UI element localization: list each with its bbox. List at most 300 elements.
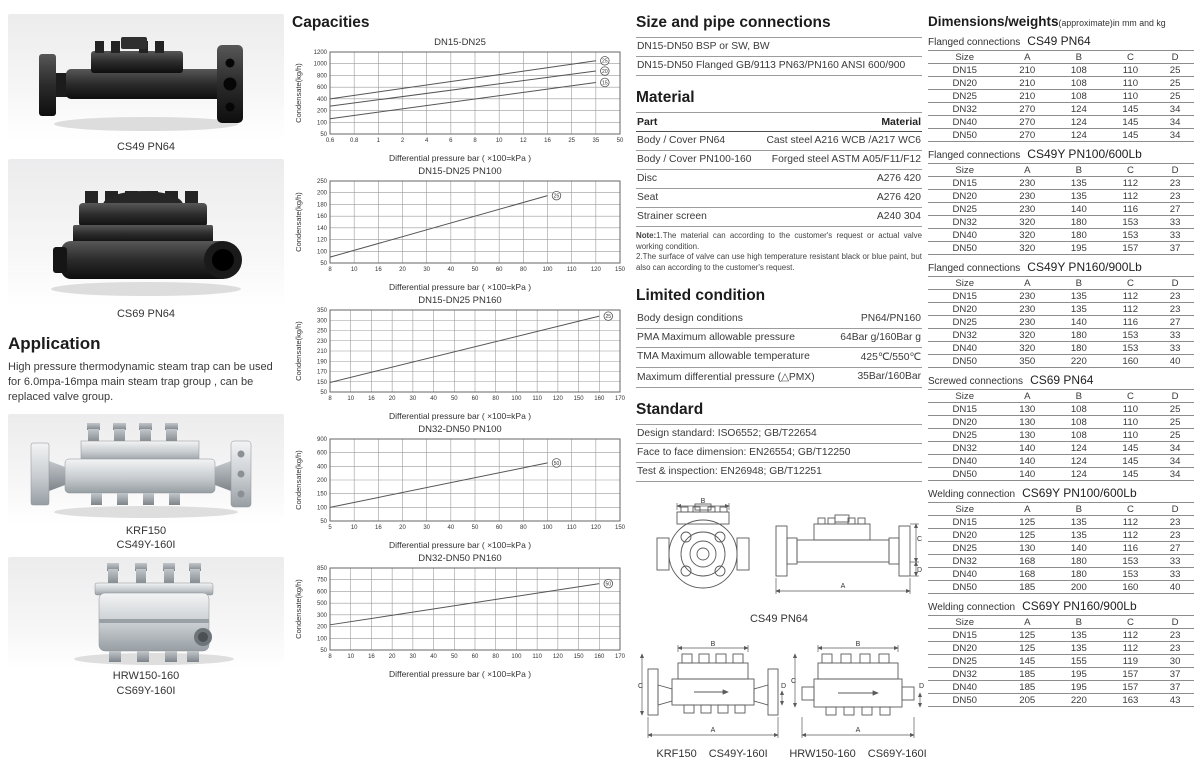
table-row (928, 455, 1194, 468)
series-line (330, 316, 599, 382)
table-cell: 110 (1105, 403, 1157, 416)
table-cell: 140 (1002, 442, 1054, 455)
svg-text:20: 20 (602, 68, 608, 75)
svg-text:15: 15 (602, 80, 608, 87)
dimensions-title-units: in mm and kg (1112, 18, 1166, 28)
dim-letter-a: A (710, 726, 716, 734)
table-cell: 30 (1156, 655, 1194, 668)
table-cell: 195 (1053, 242, 1105, 255)
dim-letter-d: D (781, 682, 787, 690)
svg-text:180: 180 (316, 202, 327, 209)
product-label-line2: CS69Y-160I (116, 684, 176, 697)
svg-text:20: 20 (388, 396, 396, 402)
table-row (928, 203, 1194, 216)
table-cell: 27 (1156, 316, 1194, 329)
column-header: A (1002, 616, 1054, 629)
table-cell: 270 (1002, 116, 1054, 129)
column-header: C (1105, 503, 1157, 516)
technical-drawing-krf150 (636, 639, 788, 741)
svg-text:10: 10 (495, 138, 503, 144)
chart-tick-labels (317, 308, 626, 402)
table-cell: DN20 (928, 529, 1002, 542)
table-cell: 34 (1156, 129, 1194, 142)
table-cell: 145 (1105, 129, 1157, 142)
table-cell: 185 (1002, 668, 1054, 681)
limited-row (636, 367, 922, 388)
table-cell: 205 (1002, 694, 1054, 707)
svg-text:50: 50 (616, 138, 624, 144)
svg-text:16: 16 (544, 138, 551, 144)
svg-text:8: 8 (328, 267, 332, 273)
table-cell: 140 (1002, 468, 1054, 481)
svg-text:10: 10 (347, 654, 355, 660)
drawing-label-hrw150 (788, 748, 928, 760)
specs-column (636, 14, 927, 760)
table-cell: 160 (1105, 581, 1157, 594)
svg-text:20: 20 (399, 267, 406, 273)
svg-text:50: 50 (553, 460, 560, 467)
column-header: B (1053, 390, 1105, 403)
material-title: Material (636, 89, 695, 106)
table-cell: 110 (1105, 416, 1157, 429)
table-row (928, 129, 1194, 142)
limited-title: Limited condition (636, 286, 766, 304)
table-cell: 130 (1002, 416, 1054, 429)
series-end-marker (604, 312, 613, 321)
series-end-marker (601, 56, 610, 65)
svg-text:800: 800 (316, 73, 327, 80)
table-cell: 230 (1002, 290, 1054, 303)
column-header: C (1105, 277, 1157, 290)
svg-text:16: 16 (368, 396, 375, 402)
svg-text:2: 2 (400, 138, 405, 144)
svg-text:50: 50 (450, 396, 458, 402)
table-cell: 270 (1002, 129, 1054, 142)
svg-text:80: 80 (492, 654, 500, 660)
column-header: B (1053, 503, 1105, 516)
column-header: C (1105, 390, 1157, 403)
chart-title: DN32-DN50 PN160 (418, 553, 502, 564)
table-cell: 34 (1156, 442, 1194, 455)
table-cell: DN25 (928, 429, 1002, 442)
table-header-row (928, 277, 1194, 290)
table-row (928, 64, 1194, 77)
svg-text:160: 160 (594, 654, 605, 660)
technical-drawing-krf150-block (636, 639, 788, 760)
dimension-lines (642, 645, 782, 738)
table-header-row (928, 51, 1194, 64)
column-header: D (1156, 503, 1194, 516)
product-label: CS69 PN64 (116, 307, 176, 320)
dimensions-tables (928, 34, 1194, 707)
product-label: CS49 PN64 (116, 141, 176, 153)
product-label-line2: CS49Y-160I (116, 539, 176, 552)
chart-ylabel: Condensate(kg/h) (294, 321, 303, 381)
table-row (928, 442, 1194, 455)
table-row (928, 403, 1194, 416)
dimension-table-caption (928, 373, 1194, 387)
dimensions-table (928, 502, 1194, 594)
svg-text:40: 40 (447, 267, 455, 273)
table-cell: 130 (1002, 403, 1054, 416)
standard-title: Standard (636, 400, 704, 418)
svg-text:12: 12 (519, 138, 527, 144)
column-header: B (1053, 616, 1105, 629)
table-cell: DN40 (928, 116, 1002, 129)
table-cell: 320 (1002, 216, 1054, 229)
material-rows (636, 132, 922, 227)
table-cell: DN40 (928, 681, 1002, 694)
table-row (928, 342, 1194, 355)
chart-plot (292, 177, 628, 279)
table-cell: 112 (1105, 303, 1157, 316)
column-header: B (1053, 51, 1105, 64)
svg-text:8: 8 (328, 396, 332, 402)
svg-text:120: 120 (316, 237, 327, 244)
table-cell: 230 (1002, 190, 1054, 203)
svg-text:8: 8 (328, 654, 332, 660)
table-row (928, 177, 1194, 190)
model-label: CS69 PN64 (1030, 373, 1094, 387)
svg-text:120: 120 (590, 525, 601, 531)
table-cell: DN15 (928, 290, 1002, 303)
dimension-table-block (928, 147, 1194, 255)
valve-photo-flanged-dark-icon (21, 18, 271, 136)
table-cell: 140 (1053, 203, 1105, 216)
chart-plot (292, 48, 628, 150)
svg-text:8: 8 (473, 138, 477, 144)
table-cell: DN32 (928, 329, 1002, 342)
table-cell: 145 (1105, 442, 1157, 455)
drawing-lines (802, 654, 914, 715)
dimensions-table (928, 389, 1194, 481)
table-cell: DN20 (928, 303, 1002, 316)
svg-text:200: 200 (316, 190, 327, 197)
table-cell: 110 (1105, 64, 1157, 77)
table-cell: 220 (1053, 694, 1105, 707)
table-cell: 157 (1105, 668, 1157, 681)
technical-drawing-hrw150 (788, 639, 928, 741)
material-value: Cast steel A216 WCB /A217 WC6 (766, 135, 921, 146)
table-cell: 116 (1105, 316, 1157, 329)
table-cell: 210 (1002, 64, 1054, 77)
product-photo-cs49-pn64 (8, 14, 284, 140)
column-header: Size (928, 390, 1002, 403)
dim-letter-b: B (855, 640, 861, 648)
dim-letter-c: C (638, 682, 644, 690)
svg-text:80: 80 (519, 267, 527, 273)
svg-text:250: 250 (316, 328, 327, 335)
table-cell: 168 (1002, 568, 1054, 581)
column-header: B (1053, 277, 1105, 290)
drawing-label-krf150 (636, 748, 788, 760)
chart-xlabel: Differential pressure bar ( ×100=kPa ) (388, 153, 532, 163)
material-value: Forged steel ASTM A05/F11/F12 (771, 154, 921, 165)
svg-text:1200: 1200 (313, 50, 327, 56)
table-cell: 130 (1002, 429, 1054, 442)
table-cell: DN15 (928, 629, 1002, 642)
table-row (928, 516, 1194, 529)
table-cell: 108 (1053, 90, 1105, 103)
svg-text:100: 100 (316, 505, 327, 512)
standard-row: Design standard: ISO6552; GB/T22654 (636, 424, 922, 443)
table-header-row (928, 390, 1194, 403)
dim-letter-c: C (791, 677, 797, 685)
table-row (928, 316, 1194, 329)
material-header-material: Material (881, 116, 921, 128)
svg-text:750: 750 (316, 577, 327, 584)
svg-text:60: 60 (495, 525, 503, 531)
material-value: A240 304 (876, 211, 921, 222)
capacity-chart (292, 37, 628, 163)
table-row (928, 542, 1194, 555)
table-cell: 230 (1002, 316, 1054, 329)
material-row (636, 207, 922, 227)
table-cell: 110 (1105, 77, 1157, 90)
table-cell: DN50 (928, 581, 1002, 594)
svg-text:200: 200 (316, 624, 327, 631)
table-cell: 40 (1156, 355, 1194, 368)
svg-text:100: 100 (316, 120, 327, 127)
table-row (928, 694, 1194, 707)
connection-type-label: Welding connection (928, 489, 1016, 500)
dimensions-table (928, 276, 1194, 368)
table-cell: 153 (1105, 216, 1157, 229)
chart-plot (292, 435, 628, 537)
connection-type-label: Flanged connections (928, 263, 1021, 274)
series-line (330, 61, 596, 99)
table-cell: 25 (1156, 90, 1194, 103)
drawing-label-krf150-name: KRF150 (656, 747, 697, 760)
table-cell: DN20 (928, 416, 1002, 429)
series-line (330, 463, 548, 507)
series-end-marker (552, 191, 561, 200)
table-row (928, 416, 1194, 429)
svg-text:10: 10 (347, 396, 355, 402)
dimensions-title-main: Dimensions/weights (928, 14, 1059, 29)
table-cell: 230 (1002, 177, 1054, 190)
table-row (928, 568, 1194, 581)
dimension-lines (677, 503, 919, 594)
drawing-label-krf150-model: CS49Y-160I (708, 747, 768, 760)
table-cell: 320 (1002, 229, 1054, 242)
column-header: A (1002, 164, 1054, 177)
limited-row (636, 328, 922, 347)
table-cell: 210 (1002, 77, 1054, 90)
table-cell: 140 (1053, 542, 1105, 555)
material-row (636, 150, 922, 169)
dimension-table-caption (928, 486, 1194, 500)
table-cell: DN25 (928, 316, 1002, 329)
svg-text:120: 120 (590, 267, 601, 273)
drawing-label-hrw150-model: CS69Y-160I (867, 747, 927, 760)
table-row (928, 681, 1194, 694)
table-header-row (928, 616, 1194, 629)
column-header: D (1156, 277, 1194, 290)
capacity-chart (292, 553, 628, 679)
table-row (928, 529, 1194, 542)
product-photo-krf150 (8, 414, 284, 524)
table-cell: 124 (1053, 442, 1105, 455)
svg-text:50: 50 (471, 267, 479, 273)
svg-text:25: 25 (605, 314, 612, 321)
svg-text:170: 170 (614, 654, 626, 660)
drawing-lines (648, 654, 778, 715)
table-cell: 135 (1053, 516, 1105, 529)
table-cell: DN20 (928, 77, 1002, 90)
table-cell: 33 (1156, 555, 1194, 568)
dim-letter-a: A (840, 582, 846, 590)
table-cell: 320 (1002, 342, 1054, 355)
table-row (928, 581, 1194, 594)
table-cell: 153 (1105, 229, 1157, 242)
technical-drawing-cs49 (636, 496, 922, 606)
dim-letter-a: A (855, 726, 861, 734)
limited-rows (636, 310, 922, 388)
material-part: Disc (637, 173, 658, 184)
table-cell: 112 (1105, 642, 1157, 655)
column-header: D (1156, 616, 1194, 629)
chart-ylabel: Condensate(kg/h) (294, 450, 303, 510)
product-photo-cs69-pn64 (8, 159, 284, 307)
connection-type-label: Flanged connections (928, 37, 1021, 48)
table-row (928, 642, 1194, 655)
table-cell: 195 (1053, 668, 1105, 681)
column-header: Size (928, 164, 1002, 177)
chart-grid (330, 181, 620, 263)
table-cell: 230 (1002, 203, 1054, 216)
svg-text:350: 350 (316, 308, 327, 314)
table-cell: 34 (1156, 116, 1194, 129)
chart-plot (292, 306, 628, 408)
svg-text:100: 100 (316, 636, 327, 643)
table-cell: 116 (1105, 542, 1157, 555)
table-row (928, 668, 1194, 681)
table-row (928, 355, 1194, 368)
table-cell: DN50 (928, 694, 1002, 707)
svg-text:20: 20 (388, 654, 396, 660)
note-line1: 1.The material can according to the customer's request or actual valve working condition. (636, 231, 922, 251)
table-cell: 25 (1156, 416, 1194, 429)
svg-text:500: 500 (316, 601, 327, 608)
svg-text:160: 160 (316, 214, 327, 221)
svg-text:4: 4 (424, 138, 429, 144)
table-cell: 23 (1156, 629, 1194, 642)
chart-xlabel: Differential pressure bar ( ×100=kPa ) (388, 669, 532, 679)
svg-text:850: 850 (316, 566, 327, 572)
material-part: Seat (637, 192, 659, 203)
column-header: D (1156, 390, 1194, 403)
table-cell: 124 (1053, 455, 1105, 468)
svg-text:50: 50 (320, 519, 327, 525)
material-note (636, 231, 922, 274)
svg-text:210: 210 (316, 349, 327, 355)
left-column (8, 14, 284, 699)
series-end-marker (604, 579, 613, 588)
table-cell: 157 (1105, 681, 1157, 694)
table-cell: DN32 (928, 103, 1002, 116)
column-header: Size (928, 616, 1002, 629)
table-cell: DN15 (928, 516, 1002, 529)
table-cell: DN40 (928, 342, 1002, 355)
table-cell: 135 (1053, 642, 1105, 655)
dim-letter-b: B (700, 497, 706, 505)
table-cell: 185 (1002, 681, 1054, 694)
svg-text:200: 200 (316, 108, 327, 115)
table-cell: DN50 (928, 242, 1002, 255)
svg-text:110: 110 (566, 525, 577, 531)
charts-list (292, 37, 628, 679)
chart-grid (330, 310, 620, 392)
chart-grid (330, 568, 620, 650)
table-cell: 180 (1053, 216, 1105, 229)
material-header-part: Part (637, 116, 658, 128)
table-row (928, 303, 1194, 316)
table-cell: DN25 (928, 90, 1002, 103)
table-cell: 157 (1105, 242, 1157, 255)
column-header: Size (928, 51, 1002, 64)
table-cell: 180 (1053, 555, 1105, 568)
table-cell: DN32 (928, 668, 1002, 681)
svg-text:170: 170 (316, 369, 327, 376)
size-pipe-row: DN15-DN50 Flanged GB/9113 PN63/PN160 ANSI 600/900 (636, 56, 922, 76)
dimension-table-caption (928, 260, 1194, 274)
table-cell: 180 (1053, 342, 1105, 355)
table-cell: 108 (1053, 403, 1105, 416)
svg-text:1000: 1000 (313, 61, 327, 68)
table-cell: 23 (1156, 190, 1194, 203)
table-cell: 116 (1105, 203, 1157, 216)
connection-type-label: Welding connection (928, 602, 1016, 613)
table-cell: 210 (1002, 90, 1054, 103)
dimension-table-block (928, 486, 1194, 594)
svg-text:16: 16 (374, 267, 382, 273)
table-cell: 23 (1156, 642, 1194, 655)
svg-text:400: 400 (316, 464, 327, 471)
svg-text:80: 80 (492, 396, 500, 402)
table-cell: 155 (1053, 655, 1105, 668)
table-cell: 110 (1105, 90, 1157, 103)
table-cell: DN25 (928, 655, 1002, 668)
svg-text:35: 35 (592, 138, 600, 144)
table-cell: 108 (1053, 77, 1105, 90)
column-header: A (1002, 51, 1054, 64)
table-cell: 125 (1002, 516, 1054, 529)
column-header: A (1002, 277, 1054, 290)
table-cell: 230 (1002, 303, 1054, 316)
svg-text:80: 80 (519, 525, 527, 531)
application-title: Application (8, 333, 101, 353)
svg-text:25: 25 (602, 58, 608, 65)
dim-letter-d: D (917, 566, 922, 574)
table-cell: 125 (1002, 529, 1054, 542)
product-label-line1: HRW150-160 (112, 670, 180, 683)
table-cell: DN50 (928, 129, 1002, 142)
chart-title: DN15-DN25 PN100 (418, 166, 502, 177)
table-cell: DN32 (928, 442, 1002, 455)
table-cell: DN50 (928, 468, 1002, 481)
table-cell: 163 (1105, 694, 1157, 707)
svg-text:150: 150 (316, 379, 327, 386)
svg-text:30: 30 (409, 396, 417, 402)
column-header: C (1105, 616, 1157, 629)
technical-drawing-hrw150-block (788, 639, 928, 760)
table-cell: 43 (1156, 694, 1194, 707)
table-cell: DN25 (928, 542, 1002, 555)
svg-text:10: 10 (350, 267, 358, 273)
svg-text:60: 60 (471, 654, 479, 660)
table-cell: 350 (1002, 355, 1054, 368)
